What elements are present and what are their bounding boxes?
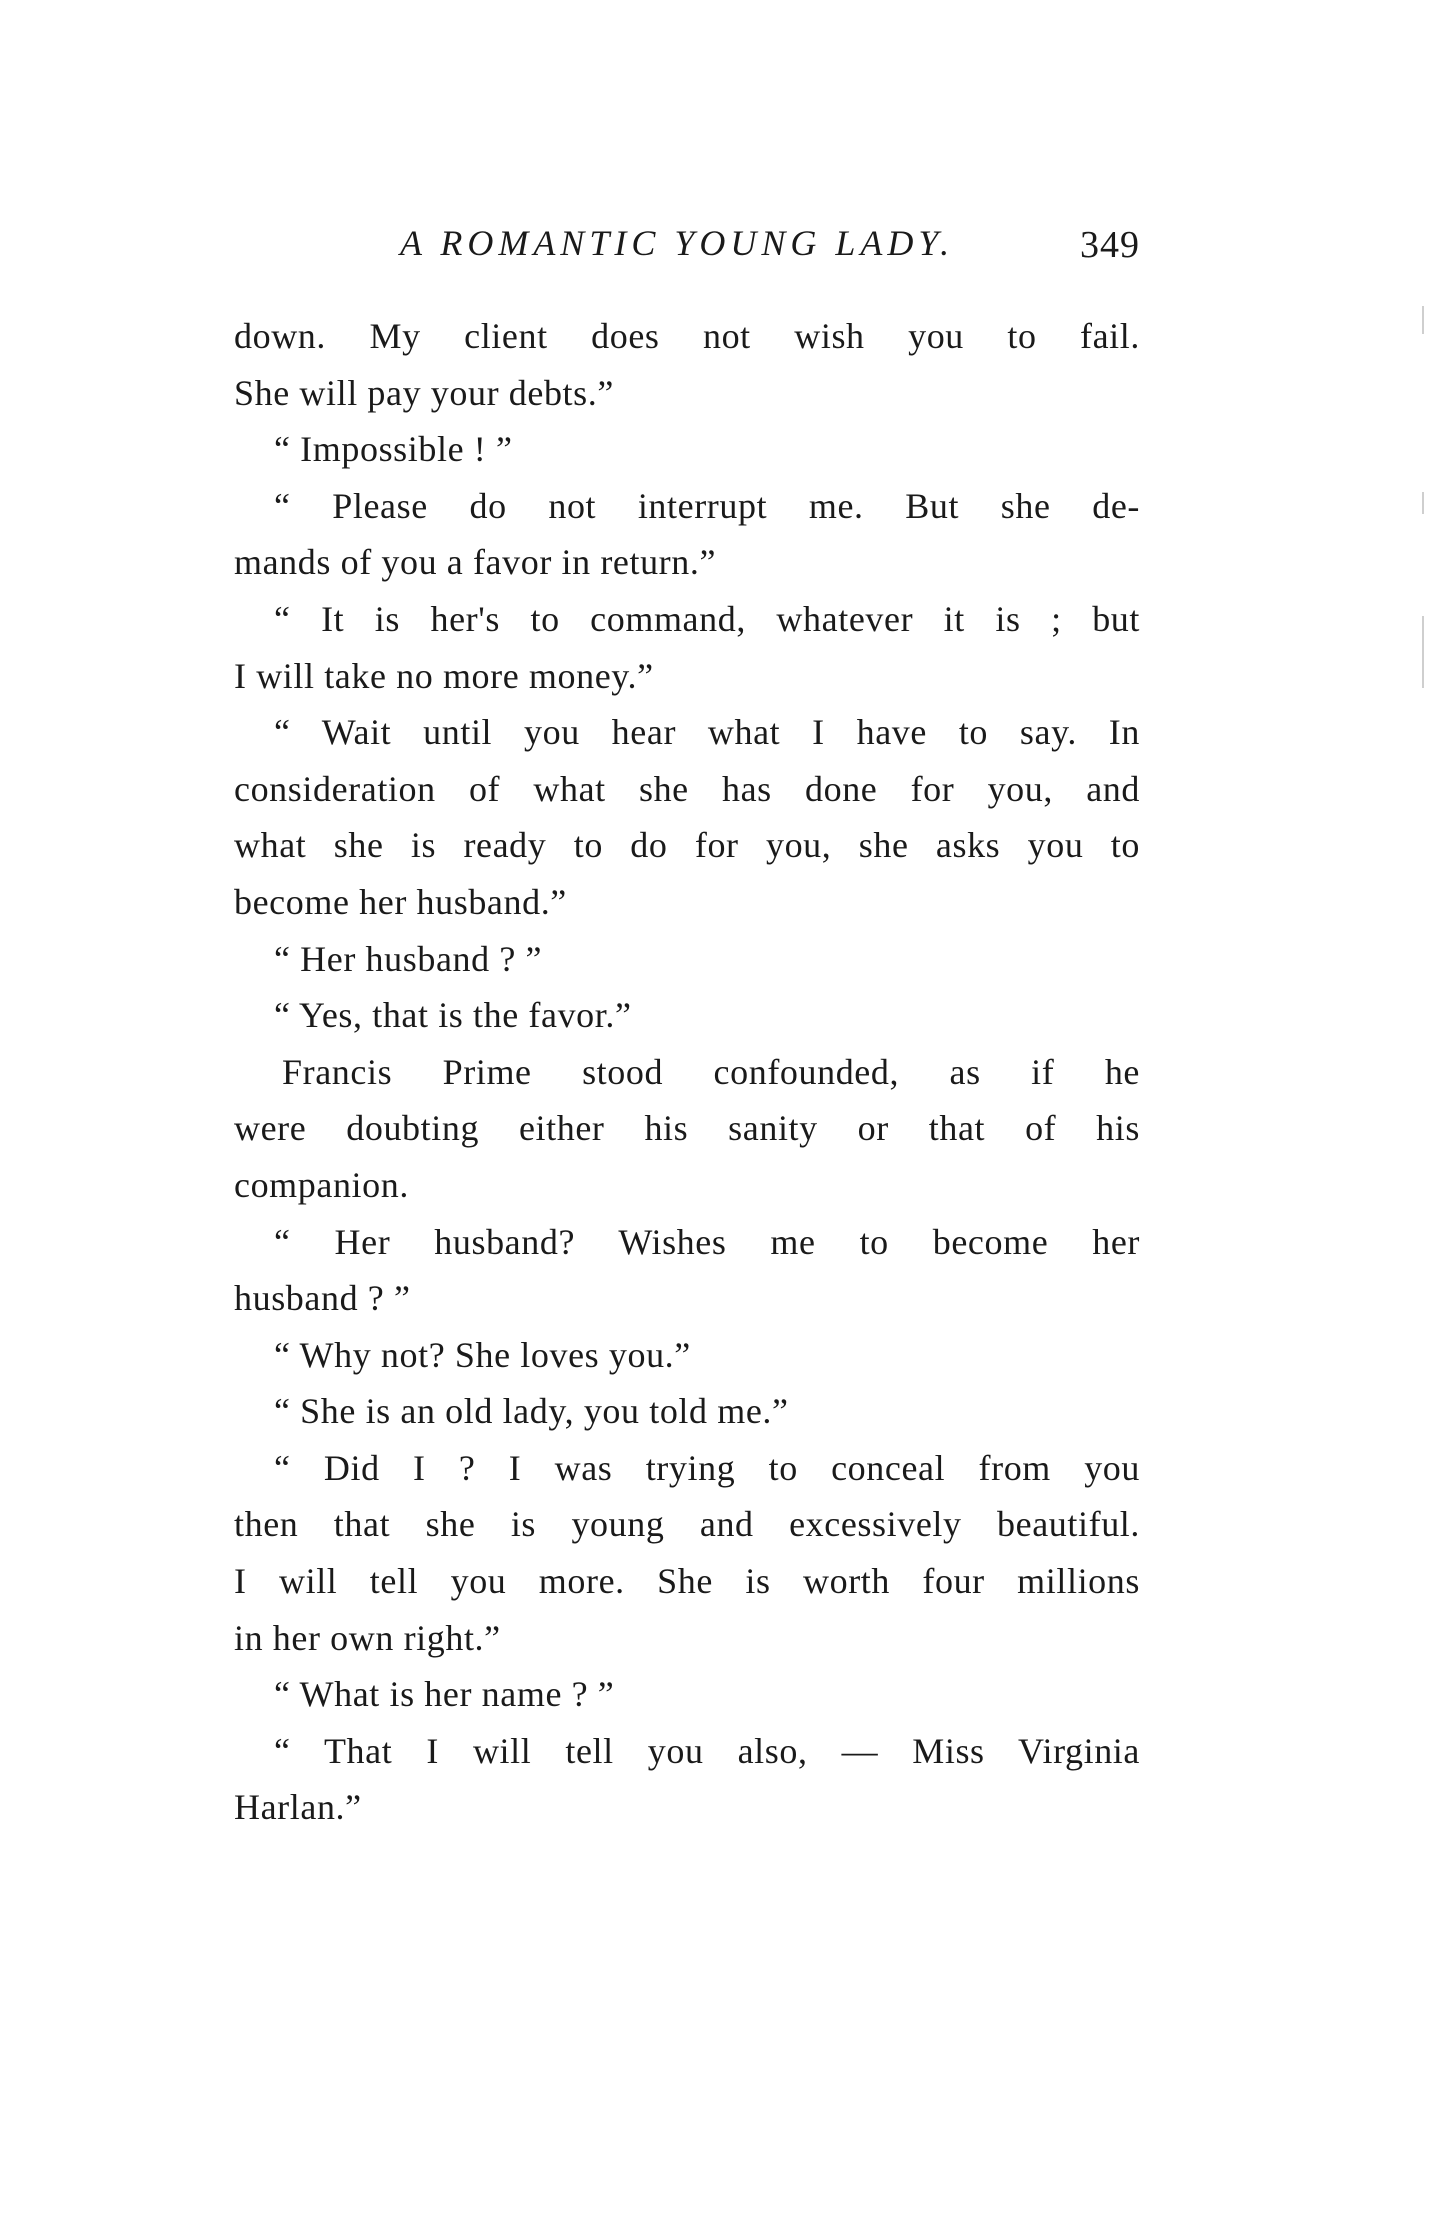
text-line: Francis Prime stood confounded, as if he <box>282 1051 1140 1092</box>
text-line: “ Yes, that is the favor.” <box>274 995 632 1036</box>
text-line: I will take no more money.” <box>234 655 654 696</box>
scan-mark <box>1422 616 1424 688</box>
margin-scan-marks <box>1422 0 1424 2230</box>
text-line: what she is ready to do for you, she asks you to <box>234 825 1140 866</box>
text-line: in her own right.” <box>234 1617 501 1658</box>
body-text <box>234 308 1140 1836</box>
scan-mark <box>1422 492 1424 514</box>
running-head <box>234 213 1140 273</box>
text-line: She will pay your debts.” <box>234 372 614 413</box>
text-line: “ Her husband ? ” <box>274 938 543 979</box>
text-line: husband ? ” <box>234 1278 411 1319</box>
text-line: Harlan.” <box>234 1787 362 1828</box>
text-line: “ She is an old lady, you told me.” <box>274 1391 789 1432</box>
text-line: companion. <box>234 1164 409 1205</box>
text-line: “ That I will tell you also, — Miss Virginia <box>274 1730 1140 1771</box>
text-line: were doubting either his sanity or that of his <box>234 1108 1140 1149</box>
text-line: down. My client does not wish you to fail. <box>234 316 1140 356</box>
text-line: “ It is her's to command, whatever it is ; but <box>274 598 1140 639</box>
text-line: “ Did I ? I was trying to conceal from you <box>274 1447 1140 1488</box>
text-line: “ Impossible ! ” <box>274 429 513 470</box>
text-line: “ Her husband? Wishes me to become her <box>274 1221 1140 1262</box>
text-line: consideration of what she has done for you, and <box>234 768 1140 809</box>
text-line: mands of you a favor in return.” <box>234 542 717 583</box>
text-line: then that she is young and excessively beautiful. <box>234 1504 1140 1545</box>
running-title: A ROMANTIC YOUNG LADY. <box>400 223 955 263</box>
page-number: 349 <box>1080 224 1140 266</box>
text-line: become her husband.” <box>234 881 567 922</box>
text-line: “ What is her name ? ” <box>274 1674 615 1715</box>
scan-mark <box>1422 306 1424 334</box>
text-line: “ Please do not interrupt me. But she de- <box>274 485 1140 526</box>
text-line: I will tell you more. She is worth four millions <box>234 1561 1140 1602</box>
text-line: “ Wait until you hear what I have to say. In <box>274 712 1140 753</box>
text-line: “ Why not? She loves you.” <box>274 1334 691 1375</box>
